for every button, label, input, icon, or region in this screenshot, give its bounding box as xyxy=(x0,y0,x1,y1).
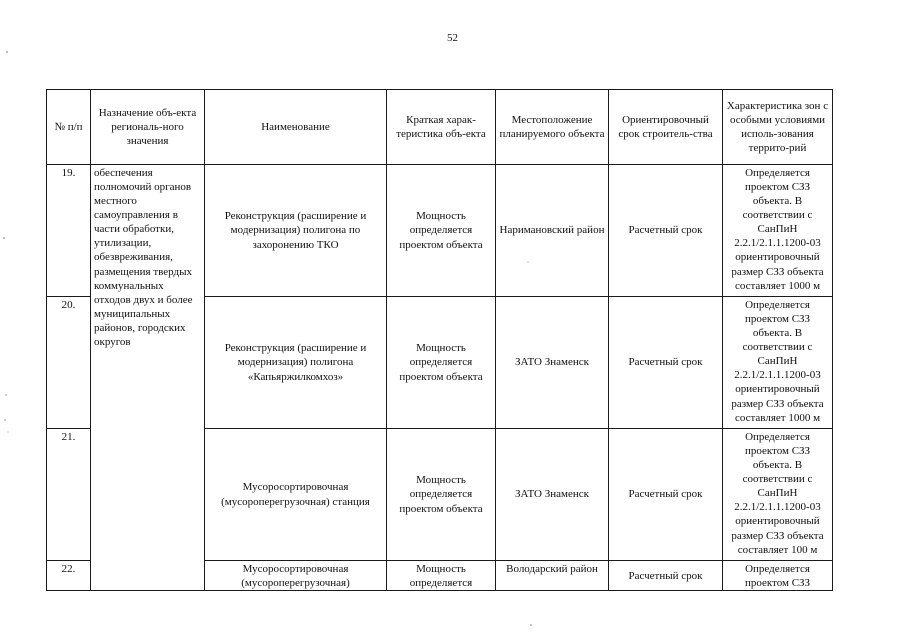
header-characteristic: Краткая харак-теристика объ-екта xyxy=(387,90,496,165)
row-number: 20. xyxy=(47,297,91,429)
header-purpose: Назначение объ-екта региональ-ного значения xyxy=(91,90,205,165)
header-location: Местоположение планируемого объекта xyxy=(496,90,609,165)
object-name: Реконструкция (расширение и модернизация) полигона по захоронению ТКО xyxy=(205,165,387,297)
header-zones: Характеристика зон с особыми условиями исполь-зования террито-рий xyxy=(723,90,833,165)
object-location: ЗАТО Знаменск xyxy=(496,429,609,561)
zone-characteristic: Определяется проектом СЗЗ объекта. В соответствии с СанПиН 2.2.1/2.1.1.1200-03 ориентировочный размер СЗЗ объекта составляет 100 м xyxy=(723,429,833,561)
row-number: 19. xyxy=(47,165,91,297)
header-num: № п/п xyxy=(47,90,91,165)
row-number: 22. xyxy=(47,561,91,591)
header-row xyxy=(47,90,833,165)
construction-term: Расчетный срок xyxy=(609,561,723,591)
table-row xyxy=(47,165,833,297)
object-location: Володарский район xyxy=(496,561,609,591)
construction-term: Расчетный срок xyxy=(609,165,723,297)
object-name: Мусоросортировочная (мусороперегрузочная) станция xyxy=(205,429,387,561)
object-location: ЗАТО Знаменск xyxy=(496,297,609,429)
object-characteristic: Мощность определяется проектом объекта xyxy=(387,429,496,561)
object-characteristic: Мощность определяется проектом объекта xyxy=(387,165,496,297)
page-number: 52 xyxy=(447,32,458,44)
header-name: Наименование xyxy=(205,90,387,165)
construction-term: Расчетный срок xyxy=(609,297,723,429)
zone-characteristic: Определяется проектом СЗЗ объекта. В соответствии с СанПиН 2.2.1/2.1.1.1200-03 ориентировочный размер СЗЗ объекта составляет 1000 м xyxy=(723,165,833,297)
row-number: 21. xyxy=(47,429,91,561)
object-characteristic: Мощность определяется xyxy=(387,561,496,591)
object-name: Мусоросортировочная (мусороперегрузочная) xyxy=(205,561,387,591)
object-location: Наримановский район xyxy=(496,165,609,297)
header-term: Ориентировочный срок строитель-ства xyxy=(609,90,723,165)
purpose-cell: обеспечения полномочий органов местного самоуправления в части обработки, утилизации, обезвреживания, размещения твердых коммунальных отходов двух и более муниципальных районов, городских округов xyxy=(91,165,205,591)
construction-term: Расчетный срок xyxy=(609,429,723,561)
objects-table xyxy=(46,89,833,591)
zone-characteristic: Определяется проектом СЗЗ объекта. В соответствии с СанПиН 2.2.1/2.1.1.1200-03 ориентировочный размер СЗЗ объекта составляет 1000 м xyxy=(723,297,833,429)
object-name: Реконструкция (расширение и модернизация) полигона «Капьяржилкомхоз» xyxy=(205,297,387,429)
object-characteristic: Мощность определяется проектом объекта xyxy=(387,297,496,429)
zone-characteristic: Определяется проектом СЗЗ xyxy=(723,561,833,591)
